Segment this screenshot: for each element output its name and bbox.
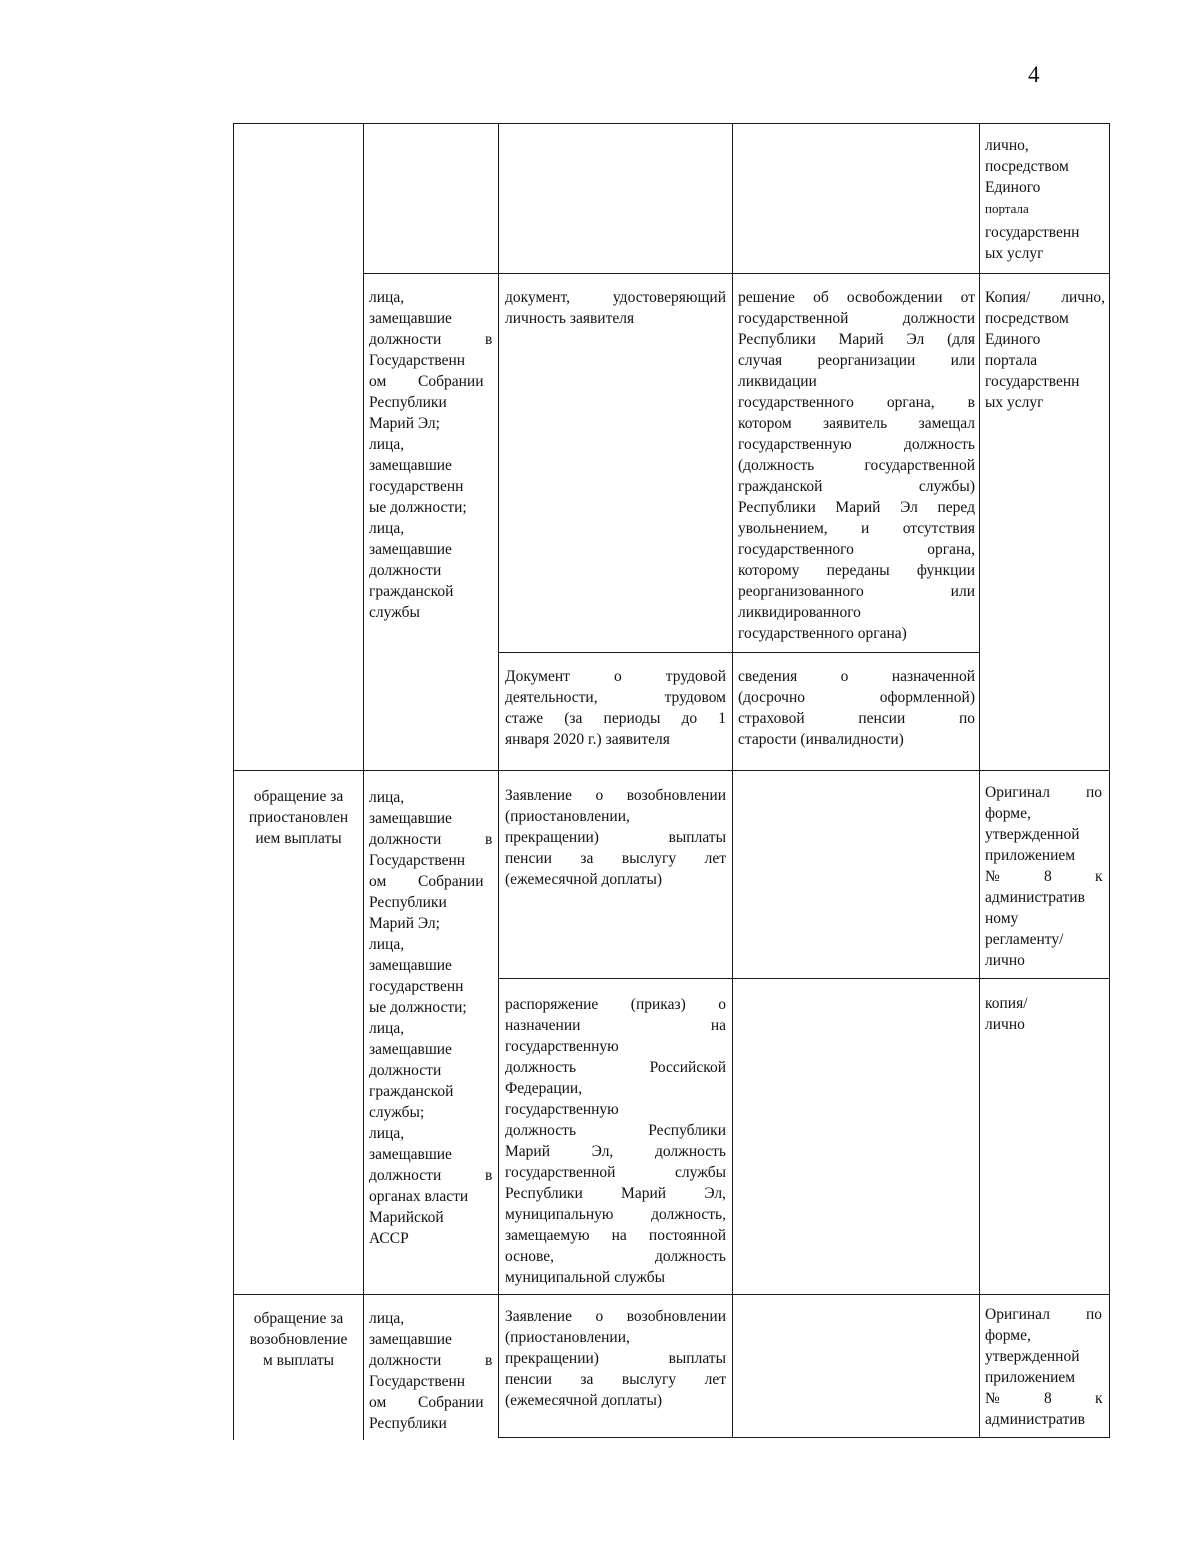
cell-text-line: (ежемесячной доплаты)	[505, 871, 663, 888]
cell-text-line: форме,	[985, 1327, 1031, 1344]
cell-text-line: Государственн	[369, 352, 466, 369]
cell-text-line: ликвидированного	[738, 604, 861, 621]
cell-text-line: Республики	[369, 1415, 447, 1432]
cell-text-line: административ	[985, 1411, 1085, 1428]
cell-text-line: лица,	[369, 520, 405, 537]
column-divider	[732, 123, 733, 1438]
cell-text-line: замещавшие	[369, 810, 452, 827]
cell-text-line: м выплаты	[262, 1352, 335, 1369]
cell-text-line: Марий Эл, должность	[505, 1143, 726, 1160]
cell-text-line: замещавшие	[369, 310, 452, 327]
cell-text-line: утвержденной	[985, 1348, 1080, 1365]
cell-text-line: основе, должность	[505, 1248, 726, 1265]
cell-text-line: службы;	[369, 1104, 425, 1121]
cell-text-line: замещавшие	[369, 1146, 452, 1163]
cell-text-line: ному	[985, 910, 1019, 927]
cell-text-line: в	[485, 831, 493, 848]
cell-text-line: января 2020 г.) заявителя	[505, 731, 670, 748]
column-divider	[363, 123, 364, 1440]
cell-text-line: государственн	[985, 224, 1080, 241]
cell-text-line: Оригинал	[985, 1306, 1050, 1323]
cell-text-line: должности	[369, 331, 442, 348]
cell-text-line: (ежемесячной доплаты)	[505, 1392, 663, 1409]
cell-text-line: гражданской	[369, 1083, 454, 1100]
cell-text-line: Республики Марий Эл,	[505, 1185, 726, 1202]
cell-text-line: утвержденной	[985, 826, 1080, 843]
column-divider	[233, 123, 234, 1440]
cell-text-line: Документ о трудовой	[505, 668, 726, 685]
cell-text-line: Собрании	[418, 873, 484, 890]
cell-text-line: обращение за	[253, 788, 344, 805]
column-divider	[498, 123, 499, 1438]
cell-text-line: деятельности, трудовом	[505, 689, 726, 706]
cell-text-line: документ, удостоверяющий	[505, 289, 726, 306]
cell-text-line: (должность государственной	[738, 457, 975, 474]
cell-text-line: в	[485, 1352, 493, 1369]
cell-text-line: сведения о назначенной	[738, 668, 975, 685]
cell-text-line: по	[1086, 784, 1103, 801]
cell-text-line: государственн	[369, 978, 464, 995]
cell-text-line: (приостановлении,	[505, 808, 630, 825]
cell-text-line: пенсии за выслугу лет	[505, 1371, 726, 1388]
row-divider	[498, 652, 980, 653]
cell-text-line: котором заявитель замещал	[738, 415, 975, 432]
cell-text-line: Заявление о возобновлении	[505, 787, 726, 804]
cell-text-line: (досрочно оформленной)	[738, 689, 975, 706]
cell-text-line: государственн	[985, 373, 1080, 390]
cell-text-line: пенсии за выслугу лет	[505, 850, 726, 867]
cell-text-line: должности	[369, 1167, 442, 1184]
cell-text-line: Единого	[985, 331, 1041, 348]
cell-text-line: Заявление о возобновлении	[505, 1308, 726, 1325]
cell-text-line: Федерации,	[505, 1080, 583, 1097]
cell-text-line: (приостановлении,	[505, 1329, 630, 1346]
row-divider	[498, 978, 1110, 979]
cell-text-line: должности	[369, 831, 442, 848]
cell-text-line: лица,	[369, 1310, 405, 1327]
cell-text-line: ликвидации	[738, 373, 817, 390]
cell-text-line: государственного органа,	[738, 541, 975, 558]
cell-text-line: Государственн	[369, 852, 466, 869]
cell-text-line: государственн	[369, 478, 464, 495]
cell-text-line: Марий Эл;	[369, 915, 440, 932]
cell-text-line: муниципальную должность,	[505, 1206, 726, 1223]
cell-text-line: в	[485, 1167, 493, 1184]
cell-text-line: Республики	[369, 894, 447, 911]
cell-text-line: регламенту/	[985, 931, 1064, 948]
cell-text-line: лица,	[369, 1020, 405, 1037]
row-divider	[363, 273, 1110, 274]
cell-text-line: по	[1086, 1306, 1103, 1323]
cell-text-line: должности	[369, 562, 442, 579]
cell-text-line: личность заявителя	[505, 310, 635, 327]
cell-text-line: портала	[985, 352, 1038, 369]
cell-text-line: лица,	[369, 789, 405, 806]
cell-text-line: реорганизованного или	[738, 583, 975, 600]
cell-text-line: к	[1095, 868, 1103, 885]
cell-text-line: гражданской службы)	[738, 478, 975, 495]
cell-text-line: ые должности;	[369, 999, 467, 1016]
cell-text-line: стаже (за периоды до 1	[505, 710, 726, 727]
cell-text-line: должность Республики	[505, 1122, 726, 1139]
cell-text-line: назначении на	[505, 1017, 726, 1034]
cell-text-line: к	[1095, 1390, 1103, 1407]
cell-text-line: случая реорганизации или	[738, 352, 975, 369]
cell-text-line: замещавшие	[369, 1041, 452, 1058]
cell-text-line: ые должности;	[369, 499, 467, 516]
cell-text-line: Собрании	[418, 1394, 484, 1411]
cell-text-line: лично	[985, 952, 1025, 969]
cell-text-line: Республики Марий Эл (для	[738, 331, 975, 348]
cell-text-line: приложением	[985, 847, 1076, 864]
cell-text-line: ом	[369, 873, 387, 890]
cell-text-line: замещавшие	[369, 1331, 452, 1348]
cell-text-line: старости (инвалидности)	[738, 731, 904, 748]
cell-text-line: Республики	[369, 394, 447, 411]
cell-text-line: ом	[369, 373, 387, 390]
cell-text-line: должности	[369, 1352, 442, 1369]
cell-text-line: должность Российской	[505, 1059, 726, 1076]
cell-text-line: №	[985, 1390, 1000, 1407]
cell-text-line: прекращении) выплаты	[505, 1350, 726, 1367]
cell-text-line: ом	[369, 1394, 387, 1411]
cell-text-line: должности	[369, 1062, 442, 1079]
cell-text-line: лица,	[369, 1125, 405, 1142]
cell-text-line: Единого	[985, 179, 1041, 196]
cell-text-line: посредством	[985, 158, 1069, 175]
cell-text-line: №	[985, 868, 1000, 885]
cell-text-line: лица,	[369, 289, 405, 306]
cell-text-line: лица,	[369, 936, 405, 953]
row-divider	[498, 1437, 1110, 1438]
cell-text-line: портала	[985, 202, 1029, 216]
cell-text-line: государственного органа)	[738, 625, 907, 642]
cell-text-line: Копия/ лично,	[985, 289, 1105, 306]
cell-text-line: приостановлен	[248, 809, 349, 826]
cell-text-line: замещаемую на постоянной	[505, 1227, 726, 1244]
cell-text-line: страховой пенсии по	[738, 710, 975, 727]
cell-text-line: лично,	[985, 137, 1029, 154]
cell-text-line: Собрании	[418, 373, 484, 390]
cell-text-line: замещавшие	[369, 457, 452, 474]
cell-text-line: лично	[985, 1016, 1025, 1033]
cell-text-line: ием выплаты	[255, 830, 342, 847]
cell-text-line: государственной службы	[505, 1164, 726, 1181]
cell-text-line: копия/	[985, 995, 1028, 1012]
cell-text-line: административ	[985, 889, 1085, 906]
cell-text-line: замещавшие	[369, 541, 452, 558]
cell-text-line: государственной должности	[738, 310, 975, 327]
cell-text-line: посредством	[985, 310, 1069, 327]
cell-text-line: обращение за	[253, 1310, 344, 1327]
cell-text-line: замещавшие	[369, 957, 452, 974]
cell-text-line: муниципальной службы	[505, 1269, 666, 1286]
cell-text-line: увольнением, и отсутствия	[738, 520, 975, 537]
cell-text-line: решение об освобождении от	[738, 289, 975, 306]
cell-text-line: службы	[369, 604, 420, 621]
cell-text-line: Государственн	[369, 1373, 466, 1390]
cell-text-line: которому переданы функции	[738, 562, 975, 579]
cell-text-line: 8	[1044, 1390, 1052, 1407]
cell-text-line: лица,	[369, 436, 405, 453]
cell-text-line: Марийской	[369, 1209, 444, 1226]
cell-text-line: Республики Марий Эл перед	[738, 499, 975, 516]
column-divider	[979, 123, 980, 1438]
cell-text-line: АССР	[369, 1230, 409, 1247]
page-number: 4	[1028, 62, 1040, 87]
cell-text-line: прекращении) выплаты	[505, 829, 726, 846]
cell-text-line: Марий Эл;	[369, 415, 440, 432]
cell-text-line: распоряжение (приказ) о	[505, 996, 726, 1013]
cell-text-line: государственную	[505, 1101, 619, 1118]
cell-text-line: ых услуг	[985, 245, 1044, 262]
cell-text-line: в	[485, 331, 493, 348]
cell-text-line: Оригинал	[985, 784, 1050, 801]
cell-text-line: возобновление	[249, 1331, 348, 1348]
cell-text-line: органах власти	[369, 1188, 469, 1205]
cell-text-line: ых услуг	[985, 394, 1044, 411]
cell-text-line: гражданской	[369, 583, 454, 600]
cell-text-line: форме,	[985, 805, 1031, 822]
cell-text-line: государственную должность	[738, 436, 975, 453]
cell-text-line: приложением	[985, 1369, 1076, 1386]
cell-text-line: государственную	[505, 1038, 619, 1055]
cell-text-line: государственного органа, в	[738, 394, 975, 411]
table-border	[1109, 123, 1110, 1438]
cell-text-line: 8	[1044, 868, 1052, 885]
